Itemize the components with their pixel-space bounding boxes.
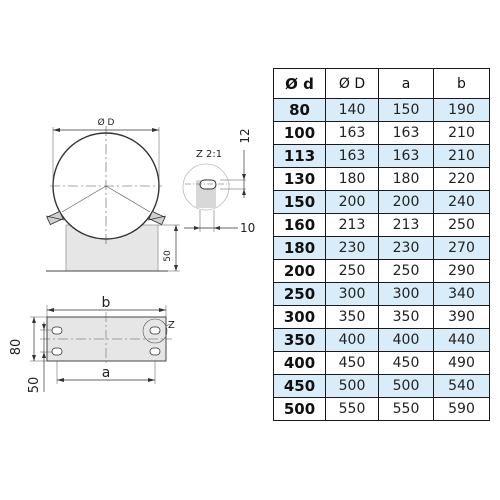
table-row [274,260,490,283]
header-outer-diameter: Ø D [326,69,379,99]
table-row [274,191,490,214]
cell-inner-diameter: 350 [274,329,326,352]
cell-outer-diameter: 450 [326,352,379,375]
hole-top-right [150,327,160,334]
table-row [274,122,490,145]
dim-80-label: 80 [9,338,24,356]
cell-a: 213 [379,214,434,237]
cell-inner-diameter: 300 [274,306,326,329]
table-row [274,329,490,352]
cell-outer-diameter: 550 [326,398,379,421]
table-row [274,283,490,306]
dim-50-label: 50 [27,376,42,394]
cell-outer-diameter: 500 [326,375,379,398]
header-inner-diameter: Ø d [274,69,326,99]
table-row [274,352,490,375]
table-body [274,99,490,421]
cell-b: 220 [434,168,490,191]
cell-outer-diameter: 400 [326,329,379,352]
cell-inner-diameter: 250 [274,283,326,306]
cell-a: 500 [379,375,434,398]
table-row [274,145,490,168]
height-label: 50 [163,250,173,262]
label-z: Z [168,320,175,331]
table-row [274,168,490,191]
cell-outer-diameter: 140 [326,99,379,122]
cell-inner-diameter: 180 [274,237,326,260]
cell-b: 270 [434,237,490,260]
cell-b: 250 [434,214,490,237]
cell-outer-diameter: 230 [326,237,379,260]
label-b: b [101,295,111,311]
cell-b: 210 [434,122,490,145]
cell-b: 290 [434,260,490,283]
cell-inner-diameter: 160 [274,214,326,237]
cell-inner-diameter: 113 [274,145,326,168]
cell-outer-diameter: 213 [326,214,379,237]
cell-b: 540 [434,375,490,398]
table-row [274,306,490,329]
cell-a: 350 [379,306,434,329]
table-row [274,214,490,237]
cell-a: 300 [379,283,434,306]
cell-b: 490 [434,352,490,375]
cell-outer-diameter: 163 [326,145,379,168]
hole-bottom-left [52,348,62,355]
cell-b: 210 [434,145,490,168]
label-a: a [101,365,111,381]
table-row [274,99,490,122]
table-row [274,237,490,260]
cell-inner-diameter: 500 [274,398,326,421]
cell-a: 450 [379,352,434,375]
table-header-row [274,69,490,99]
cell-outer-diameter: 163 [326,122,379,145]
front-view [46,117,180,271]
cell-a: 150 [379,99,434,122]
cell-inner-diameter: 200 [274,260,326,283]
cell-inner-diameter: 100 [274,122,326,145]
cell-b: 440 [434,329,490,352]
cell-inner-diameter: 450 [274,375,326,398]
cell-outer-diameter: 250 [326,260,379,283]
dim-12-label: 12 [238,128,252,144]
cell-inner-diameter: 150 [274,191,326,214]
cell-a: 180 [379,168,434,191]
cell-outer-diameter: 200 [326,191,379,214]
cell-a: 163 [379,145,434,168]
cell-a: 200 [379,191,434,214]
cell-outer-diameter: 300 [326,283,379,306]
diameter-label: Ø D [97,118,115,128]
cell-a: 250 [379,260,434,283]
cell-a: 230 [379,237,434,260]
hole-bottom-right [150,348,160,355]
header-a: a [379,69,434,99]
cell-inner-diameter: 130 [274,168,326,191]
cell-b: 590 [434,398,490,421]
cell-b: 340 [434,283,490,306]
detail-label: Z 2:1 [196,149,223,160]
cell-b: 190 [434,99,490,122]
cell-outer-diameter: 180 [326,168,379,191]
detail-view [183,128,255,235]
cell-b: 390 [434,306,490,329]
cell-a: 400 [379,329,434,352]
dim-10-label: 10 [240,221,256,235]
cell-inner-diameter: 80 [274,99,326,122]
cell-b: 240 [434,191,490,214]
table-row [274,398,490,421]
cell-a: 550 [379,398,434,421]
hole-top-left [52,327,62,334]
cell-inner-diameter: 400 [274,352,326,375]
slot-hole [200,180,216,189]
cell-outer-diameter: 350 [326,306,379,329]
table-row [274,375,490,398]
cell-a: 163 [379,122,434,145]
bottom-view [9,295,175,393]
header-b: b [434,69,490,99]
dimension-table [273,68,490,421]
